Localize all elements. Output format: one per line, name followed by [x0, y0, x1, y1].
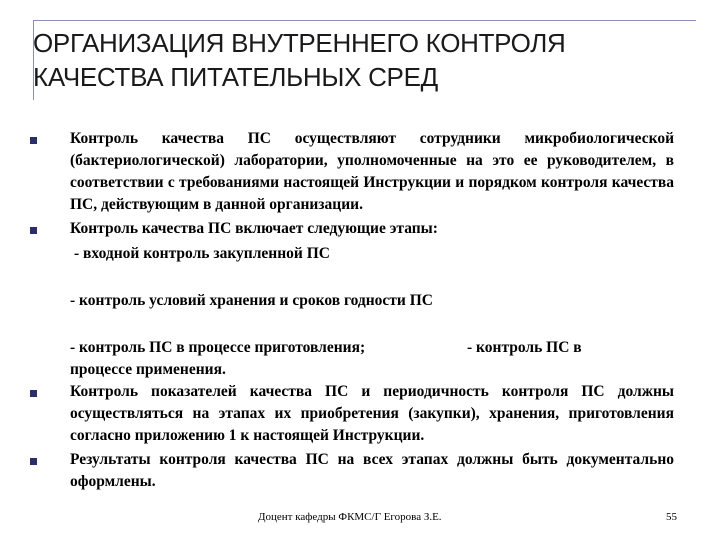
- square-bullet-icon: [30, 227, 37, 234]
- bullet-item-2: [30, 218, 674, 240]
- stage-item-4-continued: процессе применения.: [70, 361, 226, 378]
- title-line-1: ОРГАНИЗАЦИЯ ВНУТРЕННЕГО КОНТРОЛЯ: [33, 28, 566, 58]
- stage-item-4: - контроль ПС в: [467, 339, 582, 356]
- square-bullet-icon: [30, 458, 37, 465]
- bullet-text-1: Контроль качества ПС осуществляют сотрудники микробиологической (бактериологической) лаборатории, уполномоченные на это ее руководителем, в соответствии с требованиями настоящей Инструкции и порядком контроля качества ПС, действующим в данной организации.: [70, 130, 674, 213]
- bullet-item-4: [30, 449, 674, 493]
- bullet-text-3: Контроль показателей качества ПС и периодичность контроля ПС должны осуществляться на этапах их приобретения (закупки), хранения, приготовления согласно приложению 1 к настоящей Инструкции.: [70, 383, 674, 444]
- bullet-item-1: [30, 128, 674, 216]
- bullet-text-4: Результаты контроля качества ПС на всех этапах должны быть документально оформлены.: [70, 451, 674, 490]
- slide-title: [33, 26, 693, 94]
- page-number: 55: [666, 511, 677, 523]
- stage-item-3: - контроль ПС в процессе приготовления;: [70, 339, 366, 356]
- bullet-item-3: [30, 381, 674, 447]
- square-bullet-icon: [30, 137, 37, 144]
- stage-item-1: - входной контроль закупленной ПС: [74, 245, 330, 262]
- bullet-text-2: Контроль качества ПС включает следующие этапы:: [70, 220, 438, 237]
- stage-row-3-4: [30, 337, 674, 359]
- slide-content: [30, 128, 674, 493]
- title-line-2: КАЧЕСТВА ПИТАТЕЛЬНЫХ СРЕД: [33, 62, 438, 92]
- title-frame-top-line: [33, 20, 696, 21]
- footer-author: Доцент кафедры ФКМС/Г Егорова З.Е.: [258, 511, 442, 523]
- square-bullet-icon: [30, 390, 37, 397]
- stage-item-2: - контроль условий хранения и сроков годности ПС: [70, 292, 433, 309]
